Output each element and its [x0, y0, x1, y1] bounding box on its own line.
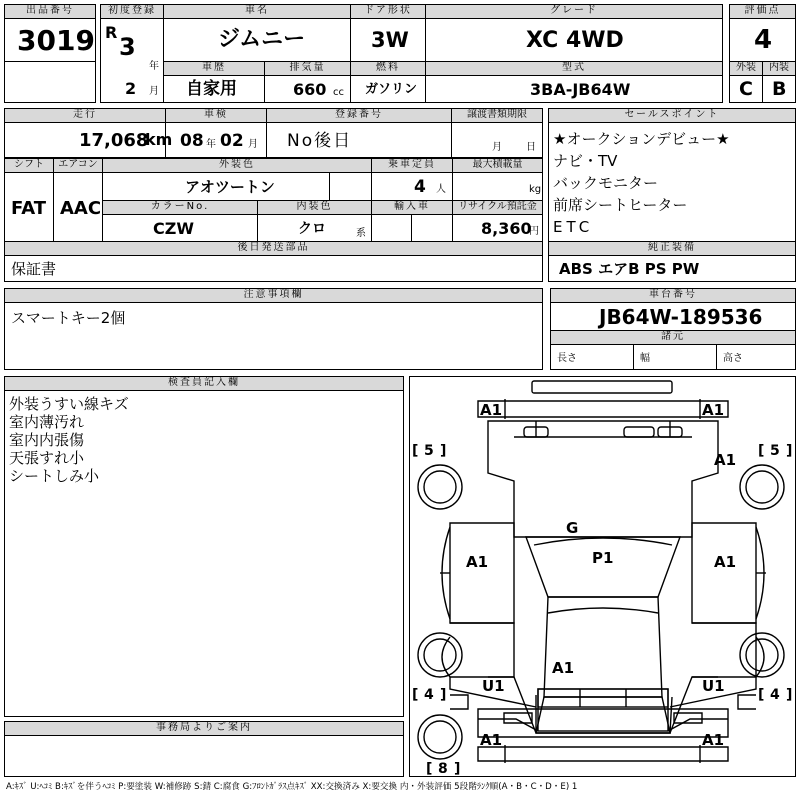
color-cell — [102, 172, 330, 201]
height-cell — [716, 344, 796, 370]
reg-no-cell — [266, 122, 452, 158]
door-value: 3W — [371, 28, 409, 52]
interior-label: 内装 — [762, 61, 796, 76]
dimensions-label: 諸元 — [550, 330, 796, 345]
ac-value: AAC — [60, 198, 102, 219]
exterior-cell — [729, 75, 763, 103]
exterior-label: 外装 — [729, 61, 763, 76]
damage-diagram — [409, 376, 796, 777]
mark-a1-right-door: A1 — [714, 553, 737, 571]
import-label: 輸入車 — [371, 200, 453, 215]
capacity-unit: 人 — [436, 184, 446, 195]
chassis-value: JB64W-189536 — [599, 305, 763, 329]
transfer-cell — [451, 122, 543, 158]
exterior-value: C — [739, 78, 753, 100]
reg-month: 2 — [125, 79, 137, 98]
inspector-label: 検査員記入欄 — [4, 376, 404, 391]
transfer-label: 譲渡書類期限 — [451, 108, 543, 123]
transfer-day-unit: 日 — [526, 142, 536, 153]
inspection-year-unit: 年 — [206, 139, 216, 150]
sales-point-item: ★オークションデビュー★ — [553, 130, 730, 148]
car-diagram-svg — [410, 377, 795, 776]
grade-label: グレード — [425, 4, 723, 19]
interior-cell — [762, 75, 796, 103]
inspector-cell — [4, 390, 404, 717]
legend: A:ｷｽﾞ U:ﾍｺﾐ B:ｷｽﾞを伴うﾍｺﾐ P:要塗装 W:補修跡 S:錆 C:腐食 G:ﾌﾛﾝﾄｶﾞﾗｽ点ｷｽﾞ XX:交換済み X:要交換 内・外装評価 5段階ﾗﾝｸ順(A・B・C・D・E) 1 — [6, 782, 578, 792]
transfer-month-unit: 月 — [492, 142, 502, 153]
load-label: 最大積載量 — [452, 158, 543, 173]
capacity-value: 4 — [414, 177, 426, 197]
mileage-label: 走行 — [4, 108, 166, 123]
chassis-label: 車台番号 — [550, 288, 796, 303]
inspection-year: 08 — [180, 131, 204, 151]
color-extra-cell — [329, 172, 372, 201]
tire-front-right: 5 — [770, 443, 780, 459]
capacity-cell — [371, 172, 453, 201]
office-label: 事務局よりご案内 — [4, 721, 404, 736]
inspector-line: 外装うすい線キズ — [9, 395, 129, 413]
equipment-label: 純正装備 — [548, 241, 796, 256]
grade-value: XC 4WD — [526, 28, 624, 53]
history-value: 自家用 — [186, 79, 237, 99]
later-parts-cell — [4, 255, 543, 282]
recycle-label: リサイクル預託金 — [452, 200, 543, 215]
mileage-cell — [4, 122, 173, 158]
tire-rear-right: 4 — [770, 687, 780, 703]
mark-a1-left-door: A1 — [466, 553, 489, 571]
import-cell-a — [371, 214, 412, 242]
notes-cell — [4, 302, 543, 370]
fuel-value: ガソリン — [365, 82, 418, 97]
interior-value: B — [772, 78, 787, 100]
int-color-cell — [257, 214, 372, 242]
fuel-label: 燃料 — [350, 61, 426, 76]
inspector-line: シートしみ小 — [9, 467, 100, 485]
notes-value: スマートキー2個 — [11, 309, 126, 327]
svg-text:]: ] — [454, 761, 461, 777]
displacement-cell — [264, 75, 351, 103]
color-no-cell — [102, 214, 258, 242]
inspection-label: 車検 — [165, 108, 267, 123]
score-cell — [729, 18, 796, 62]
first-reg-label: 初度登録 — [100, 4, 164, 19]
grade-cell — [425, 18, 723, 62]
mark-a1-right-fender: A1 — [714, 451, 737, 469]
lot-no-cell — [4, 18, 96, 62]
displacement-value: 660 — [293, 80, 327, 99]
shift-value: FAT — [11, 198, 47, 219]
sales-point-item: ナビ・TV — [553, 152, 618, 170]
svg-text:[: [ — [758, 443, 765, 459]
mileage-value: 17,068 — [79, 130, 149, 151]
width-label: 幅 — [640, 353, 650, 364]
sales-point-item: 前席シートヒーター — [553, 196, 688, 214]
recycle-cell — [452, 214, 543, 242]
ac-label: エアコン — [53, 158, 103, 173]
width-cell — [633, 344, 717, 370]
length-label: 長さ — [557, 353, 577, 364]
svg-text:]: ] — [440, 687, 447, 703]
reg-no-value: No後日 — [287, 131, 353, 151]
load-unit: kg — [529, 184, 542, 195]
ac-cell — [53, 172, 103, 242]
car-name-label: 車名 — [163, 4, 351, 19]
mark-a1-front-right: A1 — [702, 401, 725, 419]
inspection-month-unit: 月 — [248, 139, 258, 150]
notes-label: 注意事項欄 — [4, 288, 543, 303]
fuel-cell — [350, 75, 426, 103]
reg-year: 3 — [119, 33, 136, 61]
month-unit: 月 — [149, 86, 159, 97]
inspection-month: 02 — [220, 131, 244, 151]
inspector-line: 室内薄汚れ — [9, 413, 85, 431]
score-label: 評価点 — [729, 4, 796, 19]
int-color-label: 内装色 — [257, 200, 372, 215]
sales-points-cell — [548, 122, 796, 242]
import-cell-b — [411, 214, 453, 242]
office-cell — [4, 735, 404, 777]
history-label: 車歴 — [163, 61, 265, 76]
inspection-cell — [165, 122, 267, 158]
color-no-label: カラーNo. — [102, 200, 258, 215]
svg-text:[: [ — [412, 687, 419, 703]
svg-text:[: [ — [412, 443, 419, 459]
mileage-unit: km — [145, 130, 173, 149]
recycle-value: 8,360 — [481, 219, 532, 238]
mark-a1-front-left: A1 — [480, 401, 503, 419]
tire-rear-left: 4 — [424, 687, 434, 703]
svg-text:[: [ — [758, 687, 765, 703]
model-value: 3BA-JB64W — [530, 80, 631, 99]
mark-u1-right: U1 — [702, 677, 725, 695]
car-name-cell — [163, 18, 351, 62]
svg-text:[: [ — [426, 761, 433, 777]
equipment-cell — [548, 255, 796, 282]
later-parts-value: 保証書 — [11, 260, 57, 278]
tire-spare: 8 — [438, 761, 448, 777]
mark-p1: P1 — [592, 549, 614, 567]
height-label: 高さ — [723, 353, 743, 364]
inspector-line: 天張すれ小 — [9, 449, 85, 467]
lot-no: 3019 — [17, 24, 95, 57]
inspector-line: 室内内張傷 — [9, 431, 85, 449]
chassis-cell — [550, 302, 796, 331]
length-cell — [550, 344, 634, 370]
displacement-label: 排気量 — [264, 61, 351, 76]
tire-front-left: 5 — [424, 443, 434, 459]
load-cell — [452, 172, 543, 201]
mark-a1-rear-right: A1 — [702, 731, 725, 749]
mark-a1-rear-left: A1 — [480, 731, 503, 749]
color-label: 外装色 — [102, 158, 372, 173]
reg-no-label: 登録番号 — [266, 108, 452, 123]
lot-no-label: 出品番号 — [4, 4, 96, 19]
shift-cell — [4, 172, 54, 242]
sales-point-item: バックモニター — [553, 174, 659, 192]
color-value: アオツートン — [185, 178, 275, 196]
recycle-unit: 円 — [529, 226, 539, 237]
svg-text:]: ] — [440, 443, 447, 459]
model-label: 型式 — [425, 61, 723, 76]
history-cell — [163, 75, 265, 103]
svg-text:]: ] — [786, 443, 793, 459]
model-cell — [425, 75, 723, 103]
era: R — [105, 23, 118, 42]
first-reg-cell — [100, 18, 164, 103]
car-name: ジムニー — [218, 27, 306, 52]
mark-g: G — [566, 519, 579, 537]
sales-point-item: ETC — [553, 218, 594, 236]
year-unit: 年 — [149, 61, 159, 72]
shift-label: シフト — [4, 158, 54, 173]
int-color-unit: 系 — [356, 228, 366, 239]
mark-a1-rear: A1 — [552, 659, 575, 677]
capacity-label: 乗車定員 — [371, 158, 453, 173]
mark-u1-left: U1 — [482, 677, 505, 695]
int-color-value: クロ — [298, 221, 326, 237]
color-no-value: CZW — [153, 219, 194, 238]
lot-no-blank — [4, 61, 96, 103]
score-value: 4 — [754, 25, 773, 55]
sales-points-label: セールスポイント — [548, 108, 796, 123]
displacement-unit: cc — [333, 87, 344, 98]
equipment-value: ABS エアB PS PW — [559, 260, 700, 278]
door-label: ドア形状 — [350, 4, 426, 19]
later-parts-label: 後日発送部品 — [4, 241, 543, 256]
svg-text:]: ] — [786, 687, 793, 703]
door-cell — [350, 18, 426, 62]
